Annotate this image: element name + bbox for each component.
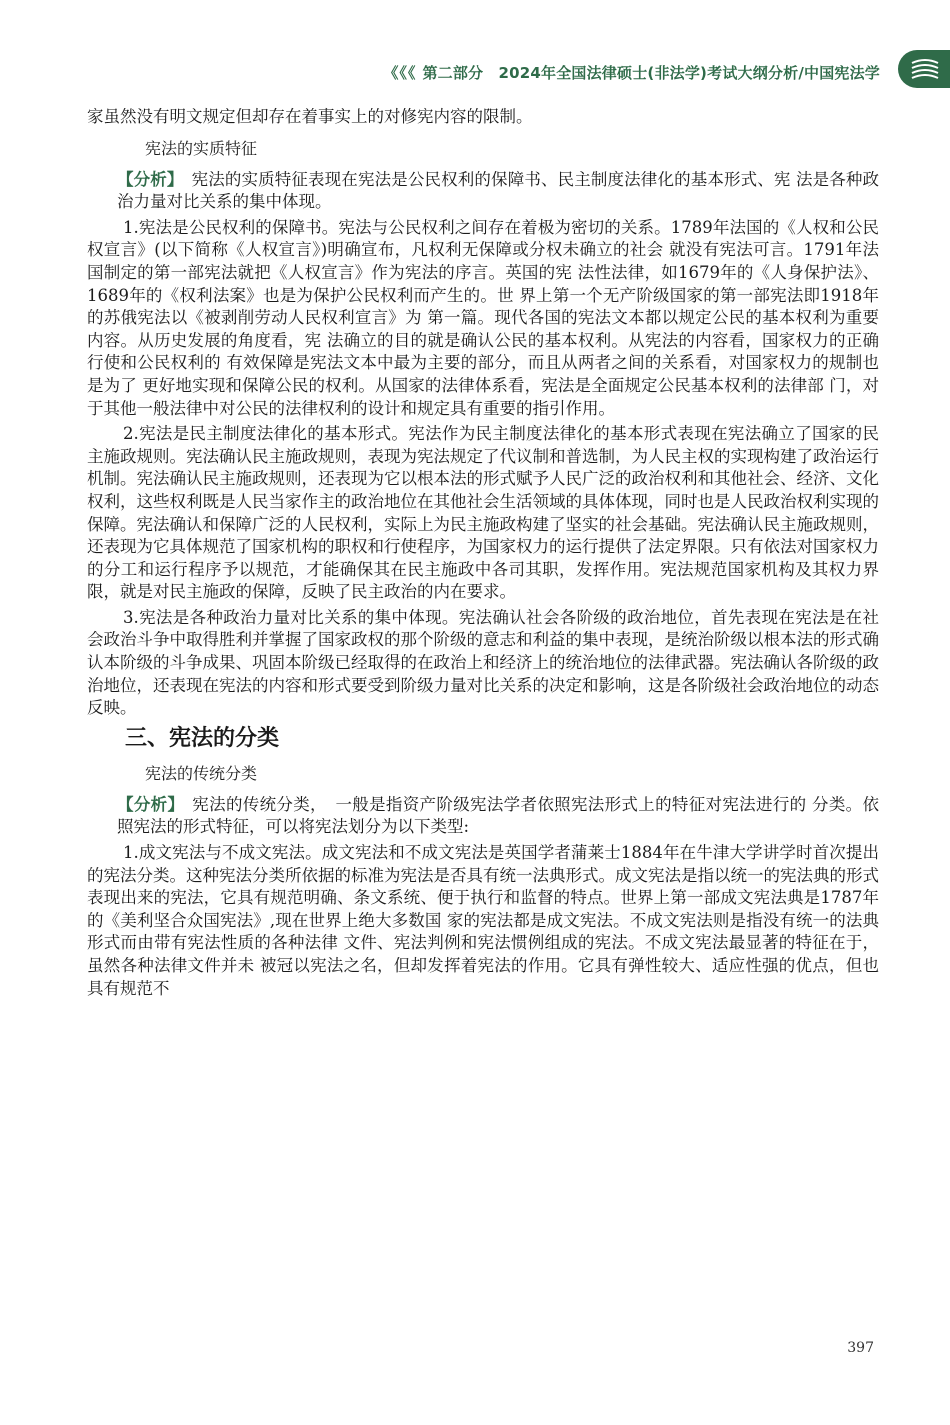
analysis-paragraph-2	[87, 794, 879, 839]
paragraph-democratic-form: 2.宪法是民主制度法律化的基本形式。宪法作为民主制度法律化的基本形式表现在宪法确立了国家的民主施政规则。宪法确认民主施政规则，表现为宪法规定了代议制和普选制，为人民主权的实现构建了政治运行机制。宪法确认民主施政规则，还表现为它以根本法的形式赋予人民广泛的政治权利和其他社会、经济、文化权利，这些权利既是人民当家作主的政治地位在其他社会生活领域的具体体现，同时也是人民政治权利实现的保障。宪法确认和保障广泛的人民权利，实际上为民主施政构建了坚实的社会基础。宪法确认民主施政规则，还表现为它具体规范了国家机构的职权和行使程序，为国家权力的运行提供了法定界限。只有依法对国家权力的分工和运行程序予以规范，才能确保其在民主施政中各司其职，发挥作用。宪法规范国家机构及其权力界限，就是对民主施政的保障，反映了民主政治的内在要求。	[87, 424, 879, 602]
header-title	[383, 62, 880, 83]
analysis-text: 宪法的传统分类， 一般是指资产阶级宪法学者依照宪法形式上的特征对宪法进行的 分类。依照宪法的形式特征，可以将宪法划分为以下类型:	[117, 794, 880, 837]
header-chevrons: 《《《	[383, 64, 417, 82]
analysis-paragraph-1	[87, 169, 879, 214]
analysis-tag: 【分析】	[117, 794, 185, 814]
section-heading: 三、宪法的分类	[125, 725, 280, 751]
analysis-text: 宪法的实质特征表现在宪法是公民权利的保障书、民主制度法律化的基本形式、宪 法是各种政治力量对比关系的集中体现。	[117, 169, 880, 212]
analysis-tag: 【分析】	[117, 169, 184, 189]
paragraph-continuation: 家虽然没有明文规定但却存在着事实上的对修宪内容的限制。	[87, 107, 533, 126]
paragraph-political-forces: 3.宪法是各种政治力量对比关系的集中体现。宪法确认社会各阶级的政治地位，首先表现在宪法是在社会政治斗争中取得胜利并掌握了国家政权的那个阶级的意志和利益的集中表现，是统治阶级以根本法的形式确认本阶级的斗争成果、巩固本阶级已经取得的在政治上和经济上的统治地位的法律武器。宪法确认各阶级的政治地位，还表现在宪法的内容和形式要受到阶级力量对比关系的决定和影响，这是各阶级社会政治地位的动态反映。	[87, 607, 879, 718]
subheading-substantive-features: 宪法的实质特征	[145, 138, 258, 158]
header-title-text: 第二部分 2024年全国法律硕士(非法学)考试大纲分析/中国宪法学	[422, 64, 880, 82]
subheading-traditional-classification: 宪法的传统分类	[145, 763, 258, 783]
books-icon	[910, 57, 940, 81]
header-badge	[898, 50, 950, 88]
running-header	[0, 40, 950, 100]
paragraph-written-unwritten: 1.成文宪法与不成文宪法。成文宪法和不成文宪法是英国学者蒲莱士1884年在牛津大学讲学时首次提出的宪法分类。这种宪法分类所依据的标准为宪法是否具有统一法典形式。成文宪法是指以统一的宪法典的形式表现出来的宪法，它具有规范明确、条文系统、便于执行和监督的特点。世界上第一部成文宪法典是1787年的《美利坚合众国宪法》,现在世界上绝大多数国 家的宪法都是成文宪法。不成文宪法则是指没有统一的法典形式而由带有宪法性质的各种法律 文件、宪法判例和宪法惯例组成的宪法。不成文宪法最显著的特征在于，虽然各种法律文件并未 被冠以宪法之名，但却发挥着宪法的作用。它具有弹性较大、适应性强的优点，但也具有规范不	[87, 843, 879, 998]
page-body	[87, 106, 879, 1003]
page-number: 397	[847, 1340, 874, 1356]
paragraph-rights-guarantee: 1.宪法是公民权利的保障书。宪法与公民权利之间存在着极为密切的关系。1789年法国的《人权和公民权宣言》(以下简称《人权宣言》)明确宣布，凡权利无保障或分权未确立的社会 就没有宪法可言。1791年法国制定的第一部宪法就把《人权宣言》作为宪法的序言。英国的宪 法性法律，如1679年的《人身保护法》、1689年的《权利法案》也是为保护公民权利而产生的。世 界上第一个无产阶级国家的第一部宪法即1918年的苏俄宪法以《被剥削劳动人民权利宣言》为 第一篇。现代各国的宪法文本都以规定公民的基本权利为重要内容。从历史发展的角度看，宪 法确立的目的就是确认公民的基本权利。从宪法的内容看，国家权力的正确行使和公民权利的 有效保障是宪法文本中最为主要的部分，而且从两者之间的关系看，对国家权力的规制也是为了 更好地实现和保障公民的权利。从国家的法律体系看，宪法是全面规定公民基本权利的法律部 门，对于其他一般法律中对公民的法律权利的设计和规定具有重要的指引作用。	[87, 217, 879, 418]
